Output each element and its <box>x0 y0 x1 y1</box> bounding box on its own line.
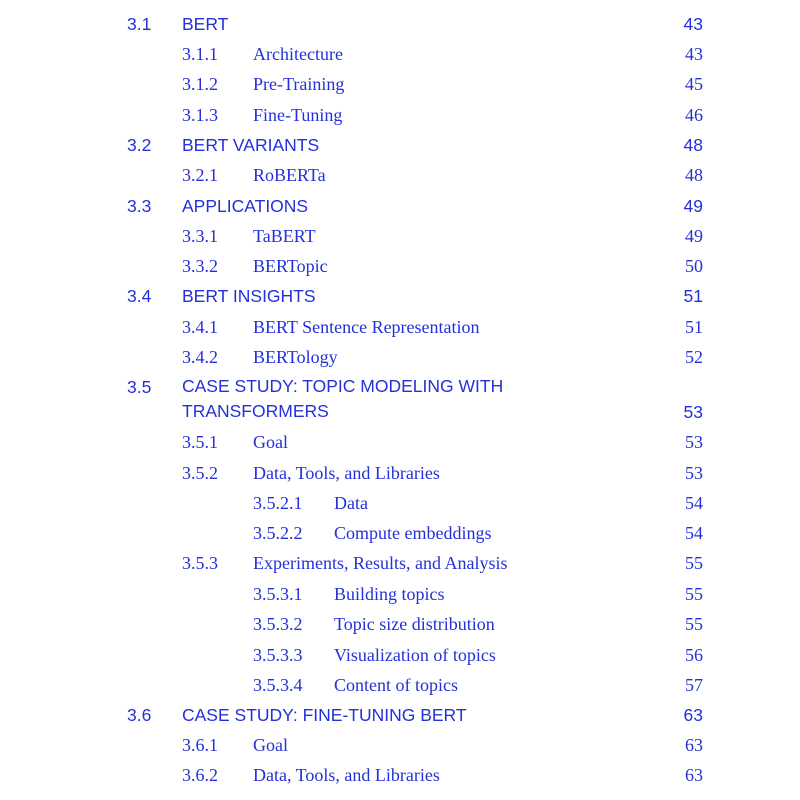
toc-entry-number: 3.4.2 <box>182 347 218 367</box>
toc-entry-number: 3.5.2.2 <box>253 523 303 543</box>
toc-entry-number: 3.5.2 <box>182 463 218 483</box>
toc-entry-title: Data, Tools, and Libraries <box>253 463 440 483</box>
toc-entry-title: Visualization of topics <box>334 645 496 665</box>
toc-entry-3-1-2[interactable] <box>0 69 800 99</box>
toc-entry-page: 51 <box>685 317 703 337</box>
toc-entry-number: 3.5.3.3 <box>253 645 303 665</box>
toc-entry-page: 51 <box>683 286 703 306</box>
toc-entry-number: 3.1.2 <box>182 74 218 94</box>
toc-entry-3-2-1[interactable] <box>0 160 800 190</box>
toc-entry-page: 43 <box>685 44 703 64</box>
toc-entry-title: TaBERT <box>253 226 316 246</box>
toc-entry-page: 49 <box>683 196 703 216</box>
toc-entry-number: 3.2 <box>127 135 152 155</box>
toc-entry-title: Architecture <box>253 44 343 64</box>
toc-entry-number: 3.3.2 <box>182 256 218 276</box>
toc-entry-title: APPLICATIONS <box>182 196 309 216</box>
toc-entry-title: BERTopic <box>253 256 328 276</box>
toc-entry-number: 3.6.2 <box>182 765 218 785</box>
toc-entry-title: BERTology <box>253 347 338 367</box>
toc-entry-title: BERT <box>182 14 229 34</box>
toc-entry-3-5-1[interactable] <box>0 427 800 457</box>
toc-entry-page: 49 <box>685 226 703 246</box>
toc-entry-title: Experiments, Results, and Analysis <box>253 553 508 573</box>
toc-entry-page: 55 <box>685 553 703 573</box>
toc-entry-3-6[interactable] <box>0 700 800 730</box>
toc-entry-title: Compute embeddings <box>334 523 492 543</box>
toc-entry-number: 3.5.3.4 <box>253 675 303 695</box>
toc-entry-3-5-2[interactable] <box>0 458 800 488</box>
toc-entry-page: 55 <box>685 584 703 604</box>
toc-entry-number: 3.1.1 <box>182 44 218 64</box>
toc-entry-3-5-3-2[interactable] <box>0 609 800 639</box>
toc-entry-page: 46 <box>685 105 703 125</box>
toc-entry-3-4-2[interactable] <box>0 342 800 372</box>
toc-entry-title: Goal <box>253 735 288 755</box>
toc-entry-page: 63 <box>685 735 703 755</box>
toc-entry-number: 3.4.1 <box>182 317 218 337</box>
toc-entry-3-5-3-4[interactable] <box>0 670 800 700</box>
toc-entry-number: 3.5 <box>127 377 152 397</box>
toc-entry-page: 56 <box>685 645 703 665</box>
toc-entry-page: 55 <box>685 614 703 634</box>
toc-entry-number: 3.5.1 <box>182 432 218 452</box>
toc-entry-number: 3.1.3 <box>182 105 218 125</box>
toc-entry-title: Content of topics <box>334 675 458 695</box>
toc-entry-page: 50 <box>685 256 703 276</box>
toc-entry-3-2[interactable] <box>0 130 800 160</box>
toc-entry-number: 3.5.3 <box>182 553 218 573</box>
toc-entry-number: 3.5.3.1 <box>253 584 303 604</box>
toc-entry-3-1[interactable] <box>0 9 800 39</box>
toc-entry-page: 43 <box>683 14 703 34</box>
toc-entry-title: Topic size distribution <box>334 614 495 634</box>
toc-entry-3-5-3-1[interactable] <box>0 579 800 609</box>
toc-entry-number: 3.1 <box>127 14 152 34</box>
toc-entry-number: 3.3.1 <box>182 226 218 246</box>
toc-entry-3-1-3[interactable] <box>0 100 800 130</box>
toc-entry-number: 3.2.1 <box>182 165 218 185</box>
toc-entry-title: BERT Sentence Representation <box>253 317 480 337</box>
toc-entry-number: 3.6 <box>127 705 152 725</box>
toc-entry-title-line-2: TRANSFORMERS <box>182 401 329 421</box>
toc-entry-page: 52 <box>685 347 703 367</box>
toc-entry-page: 53 <box>683 402 703 422</box>
toc-entry-title: Data <box>334 493 368 513</box>
toc-entry-3-1-1[interactable] <box>0 39 800 69</box>
toc-entry-3-5-3-3[interactable] <box>0 640 800 670</box>
toc-entry-3-5[interactable] <box>0 372 800 424</box>
toc-entry-page: 63 <box>683 705 703 725</box>
toc-entry-title: Data, Tools, and Libraries <box>253 765 440 785</box>
toc-entry-title-line-1: CASE STUDY: TOPIC MODELING WITH <box>182 376 504 396</box>
toc-entry-3-5-2-2[interactable] <box>0 518 800 548</box>
toc-entry-title: Goal <box>253 432 288 452</box>
toc-entry-number: 3.6.1 <box>182 735 218 755</box>
toc-entry-title: Building topics <box>334 584 445 604</box>
toc-entry-title <box>182 374 503 424</box>
toc-entry-page: 54 <box>685 493 703 513</box>
toc-entry-3-5-2-1[interactable] <box>0 488 800 518</box>
toc-entry-number: 3.4 <box>127 286 152 306</box>
toc-entry-page: 57 <box>685 675 703 695</box>
toc-entry-number: 3.5.2.1 <box>253 493 303 513</box>
toc-entry-title: Fine-Tuning <box>253 105 343 125</box>
toc-entry-page: 54 <box>685 523 703 543</box>
toc-entry-page: 45 <box>685 74 703 94</box>
toc-entry-title: RoBERTa <box>253 165 326 185</box>
toc-entry-3-3[interactable] <box>0 191 800 221</box>
toc-entry-title: BERT VARIANTS <box>182 135 320 155</box>
toc-entry-page: 48 <box>683 135 703 155</box>
toc-entry-3-6-1[interactable] <box>0 730 800 760</box>
toc-entry-number: 3.5.3.2 <box>253 614 303 634</box>
toc-entry-number: 3.3 <box>127 196 152 216</box>
toc-entry-page: 48 <box>685 165 703 185</box>
toc-entry-page: 53 <box>685 463 703 483</box>
toc-entry-3-3-1[interactable] <box>0 221 800 251</box>
toc-entry-3-4-1[interactable] <box>0 312 800 342</box>
toc-entry-3-3-2[interactable] <box>0 251 800 281</box>
toc-entry-3-5-3[interactable] <box>0 548 800 578</box>
toc-entry-title: CASE STUDY: FINE-TUNING BERT <box>182 705 467 725</box>
toc-entry-3-4[interactable] <box>0 281 800 311</box>
toc-entry-title: Pre-Training <box>253 74 345 94</box>
toc-entry-page: 53 <box>685 432 703 452</box>
toc-entry-title: BERT INSIGHTS <box>182 286 316 306</box>
toc-entry-page: 63 <box>685 765 703 785</box>
toc-entry-3-6-2[interactable] <box>0 760 800 790</box>
